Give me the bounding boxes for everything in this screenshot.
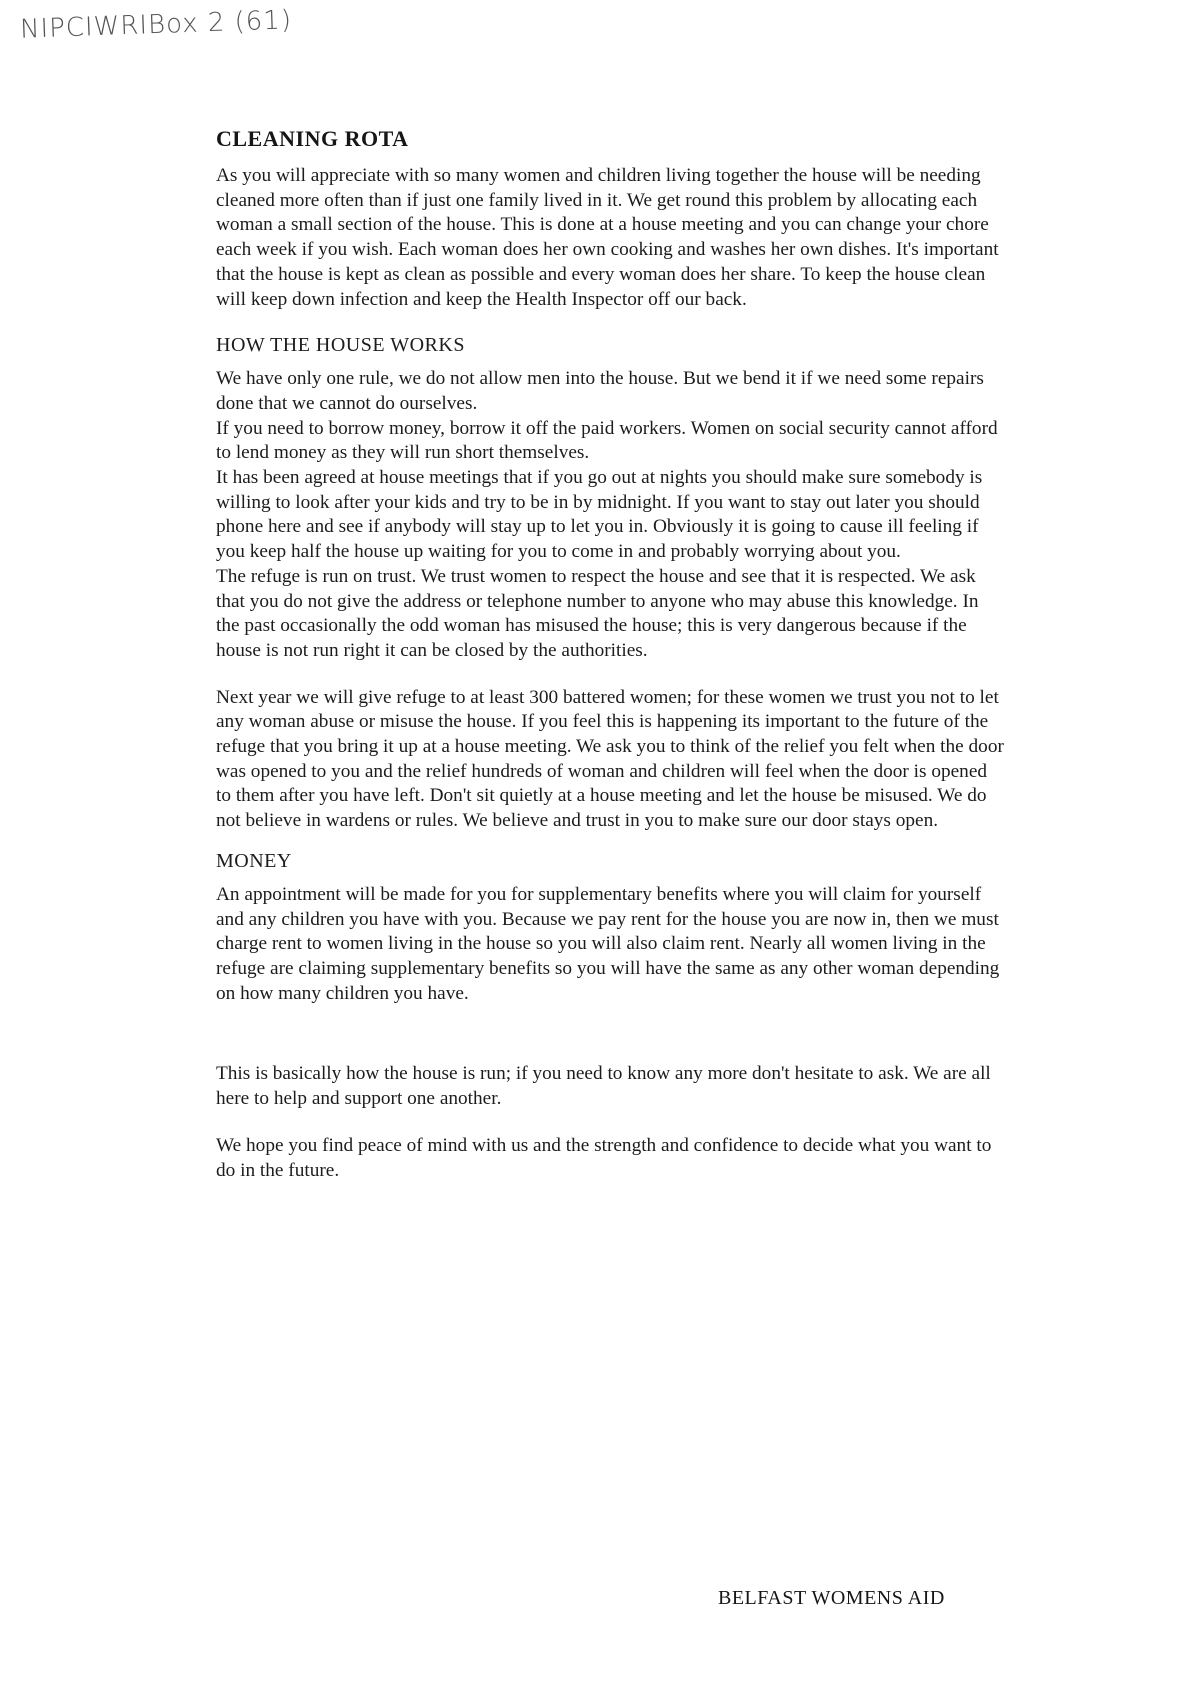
- paragraph-borrow-money: If you need to borrow money, borrow it off the paid workers. Women on social security cannot afford to lend money as they will run short themselves.: [216, 417, 998, 464]
- signoff-organisation: BELFAST WOMENS AID: [718, 1587, 945, 1609]
- paragraph-hope: We hope you find peace of mind with us and the strength and confidence to decide what you want to do in the future.: [216, 1134, 992, 1181]
- paragraph-money: An appointment will be made for you for supplementary benefits where you will claim for yourself and any children you have with you. Because we pay rent for the house you are now in, then we must charge rent to women living in the house so you will also claim rent. Nearly all women living in the refuge are claiming supplementary benefits so you will have the same as any other woman depending on how many children you have.: [216, 883, 1000, 1004]
- heading-money: MONEY: [216, 849, 292, 872]
- heading-how-the-house-works: HOW THE HOUSE WORKS: [216, 334, 465, 357]
- paragraph-one-rule: We have only one rule, we do not allow men into the house. But we bend it if we need some repairs done that we cannot do ourselves.: [216, 368, 984, 414]
- paragraph-basically: This is basically how the house is run; if you need to know any more don't hesitate to ask. We are all here to help and support one another.: [216, 1063, 991, 1110]
- paragraph-next-year: Next year we will give refuge to at least 300 battered women; for these women we trust you not to let any woman abuse or misuse the house. If you feel this is happening its important to the future of the refuge that you bring it up at a house meeting. We ask you to think of the relief you felt when the door was opened to you and the relief hundreds of woman and children will feel when the door is opened to them after you have left. Don't sit quietly at a house meeting and let the house be misused. We do not believe in wardens or rules. We believe and trust in you to make sure our door stays open.: [216, 686, 1004, 832]
- paragraph-cleaning-rota: As you will appreciate with so many women and children living together the house will be needing cleaned more often than if just one family lived in it. We get round this problem by allocating each woman a small section of the house. This is done at a house meeting and you can change your chore each week if you wish. Each woman does her own cooking and washes her own dishes. It's important that the house is kept as clean as possible and every woman does her share. To keep the house clean will keep down infection and keep the Health Inspector off our back.: [216, 165, 999, 310]
- paragraph-going-out: It has been agreed at house meetings that if you go out at nights you should make sure somebody is willing to look after your kids and try to be in by midnight. If you want to stay out later you should phone here and see if anybody will stay up to let you in. Obviously it is going to cause ill feeling if you keep half the house up waiting for you to come in and probably worrying about you.: [216, 467, 983, 563]
- heading-cleaning-rota: CLEANING ROTA: [216, 126, 409, 151]
- paragraph-trust: The refuge is run on trust. We trust women to respect the house and see that it is respected. We ask that you do not give the address or telephone number to anyone who may abuse this knowledge. In the past occasionally the odd woman has misused the house; this is very dangerous because if the house is not run right it can be closed by the authorities.: [216, 565, 979, 661]
- document-body: [216, 126, 1006, 1183]
- archive-reference-handwritten: NIPCIWRIBox 2 (61): [19, 5, 293, 45]
